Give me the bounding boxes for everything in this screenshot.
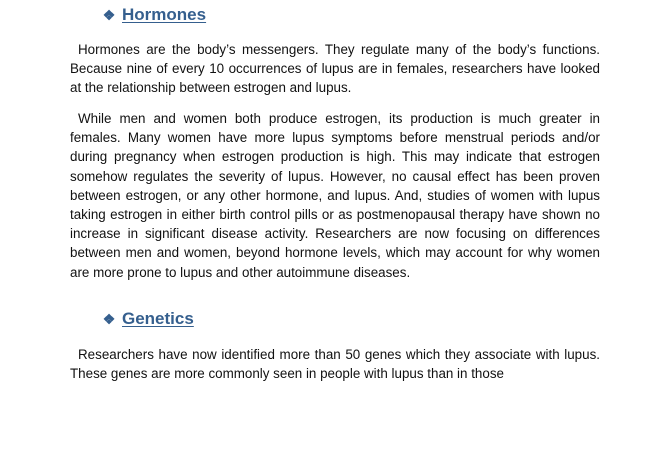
diamond-bullet-icon: ❖ [102, 6, 116, 23]
hormones-paragraph-1: Hormones are the body’s messengers. They regulate many of the body’s functions. Because nine of every 10 occurrences of lupus are in females, researchers have looked at the relationship between estrogen and lupus. [70, 42, 600, 96]
diamond-bullet-icon: ❖ [102, 310, 116, 327]
section-heading-genetics [102, 309, 194, 329]
section-heading-hormones [102, 5, 206, 25]
hormones-paragraph-2: While men and women both produce estrogen, its production is much greater in females. Many women have more lupus symptoms before menstrual periods and/or during pregnancy when estrogen production is high. This may indicate that estrogen somehow regulates the severity of lupus. However, no causal effect has been proven between estrogen, or any other hormone, and lupus. And, studies of women with lupus taking estrogen in either birth control pills or as postmenopausal therapy have shown no increase in significant disease activity. Researchers are now focusing on differences between men and women, beyond hormone levels, which may account for why women are more prone to lupus and other autoimmune diseases. [70, 111, 600, 280]
heading-genetics-text: Genetics [122, 309, 194, 328]
genetics-paragraph-1: Researchers have now identified more than 50 genes which they associate with lupus. These genes are more commonly seen in people with lupus than in those [70, 347, 600, 382]
heading-hormones-text: Hormones [122, 5, 207, 24]
